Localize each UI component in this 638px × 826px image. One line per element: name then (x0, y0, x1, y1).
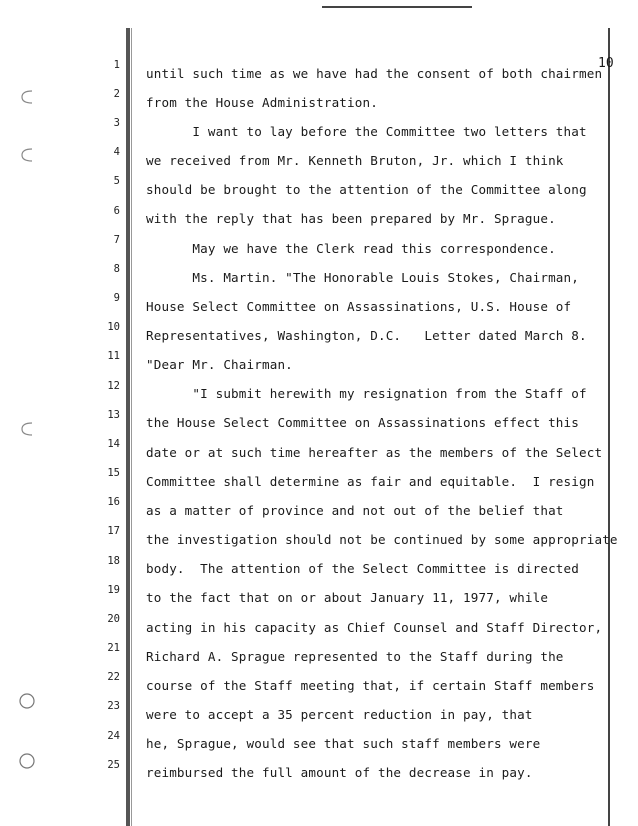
binding-hole-mark (18, 692, 36, 710)
transcript-line: with the reply that has been prepared by Mr. Sprague. (146, 211, 556, 226)
transcript-line: Richard A. Sprague represented to the Staff during the (146, 649, 564, 664)
transcript-line: Ms. Martin. "The Honorable Louis Stokes, Chairman, (146, 270, 579, 285)
line-number: 7 (113, 234, 120, 246)
transcript-line: were to accept a 35 percent reduction in pay, that (146, 707, 533, 722)
line-number: 24 (107, 730, 120, 742)
transcript-line: from the House Administration. (146, 95, 378, 110)
transcript-line: to the fact that on or about January 11, 1977, while (146, 590, 549, 605)
transcript-line: House Select Committee on Assassinations, U.S. House of (146, 299, 572, 314)
binding-hole-mark (18, 146, 36, 164)
binding-hole-mark (18, 752, 36, 770)
line-number: 1 (113, 59, 120, 71)
line-number: 22 (107, 671, 120, 683)
transcript-line: body. The attention of the Select Committee is directed (146, 561, 579, 576)
transcript-line: "I submit herewith my resignation from the Staff of (146, 386, 587, 401)
transcript-line: Representatives, Washington, D.C. Letter dated March 8. (146, 328, 587, 343)
transcript-line: acting in his capacity as Chief Counsel and Staff Director, (146, 620, 603, 635)
line-number: 23 (107, 700, 120, 712)
line-number: 19 (107, 584, 120, 596)
page-number: 10 (598, 56, 614, 71)
line-number: 5 (113, 175, 120, 187)
transcript-line: date or at such time hereafter as the members of the Select (146, 445, 603, 460)
line-number: 6 (113, 205, 120, 217)
right-margin-rule (608, 28, 610, 826)
transcript-line: Committee shall determine as fair and equitable. I resign (146, 474, 595, 489)
transcript-line: he, Sprague, would see that such staff members were (146, 736, 541, 751)
line-number: 4 (113, 146, 120, 158)
transcript-line: course of the Staff meeting that, if certain Staff members (146, 678, 595, 693)
line-number: 11 (107, 350, 120, 362)
line-number: 25 (107, 759, 120, 771)
transcript-line: the investigation should not be continued by some appropriate (146, 532, 618, 547)
transcript-line: May we have the Clerk read this correspondence. (146, 241, 556, 256)
line-number: 15 (107, 467, 120, 479)
line-number: 13 (107, 409, 120, 421)
line-number: 14 (107, 438, 120, 450)
top-edge-mark (322, 0, 472, 8)
line-number: 2 (113, 88, 120, 100)
line-number: 21 (107, 642, 120, 654)
transcript-line: "Dear Mr. Chairman. (146, 357, 293, 372)
line-number: 3 (113, 117, 120, 129)
line-number: 16 (107, 496, 120, 508)
line-number: 18 (107, 555, 120, 567)
binding-hole-mark (18, 420, 36, 438)
transcript-line: as a matter of province and not out of the belief that (146, 503, 564, 518)
left-margin-rule-inner (131, 28, 132, 826)
transcript-line: the House Select Committee on Assassinations effect this (146, 415, 579, 430)
transcript-line: I want to lay before the Committee two letters that (146, 124, 587, 139)
transcript-line: should be brought to the attention of the Committee along (146, 182, 587, 197)
transcript-line: until such time as we have had the consent of both chairmen (146, 66, 603, 81)
left-margin-rule (126, 28, 130, 826)
line-number: 8 (113, 263, 120, 275)
binding-hole-mark (18, 88, 36, 106)
line-number: 20 (107, 613, 120, 625)
transcript-line: we received from Mr. Kenneth Bruton, Jr. which I think (146, 153, 564, 168)
line-number: 10 (107, 321, 120, 333)
line-number: 17 (107, 525, 120, 537)
transcript-line: reimbursed the full amount of the decrease in pay. (146, 765, 533, 780)
line-number: 9 (113, 292, 120, 304)
line-number: 12 (107, 380, 120, 392)
